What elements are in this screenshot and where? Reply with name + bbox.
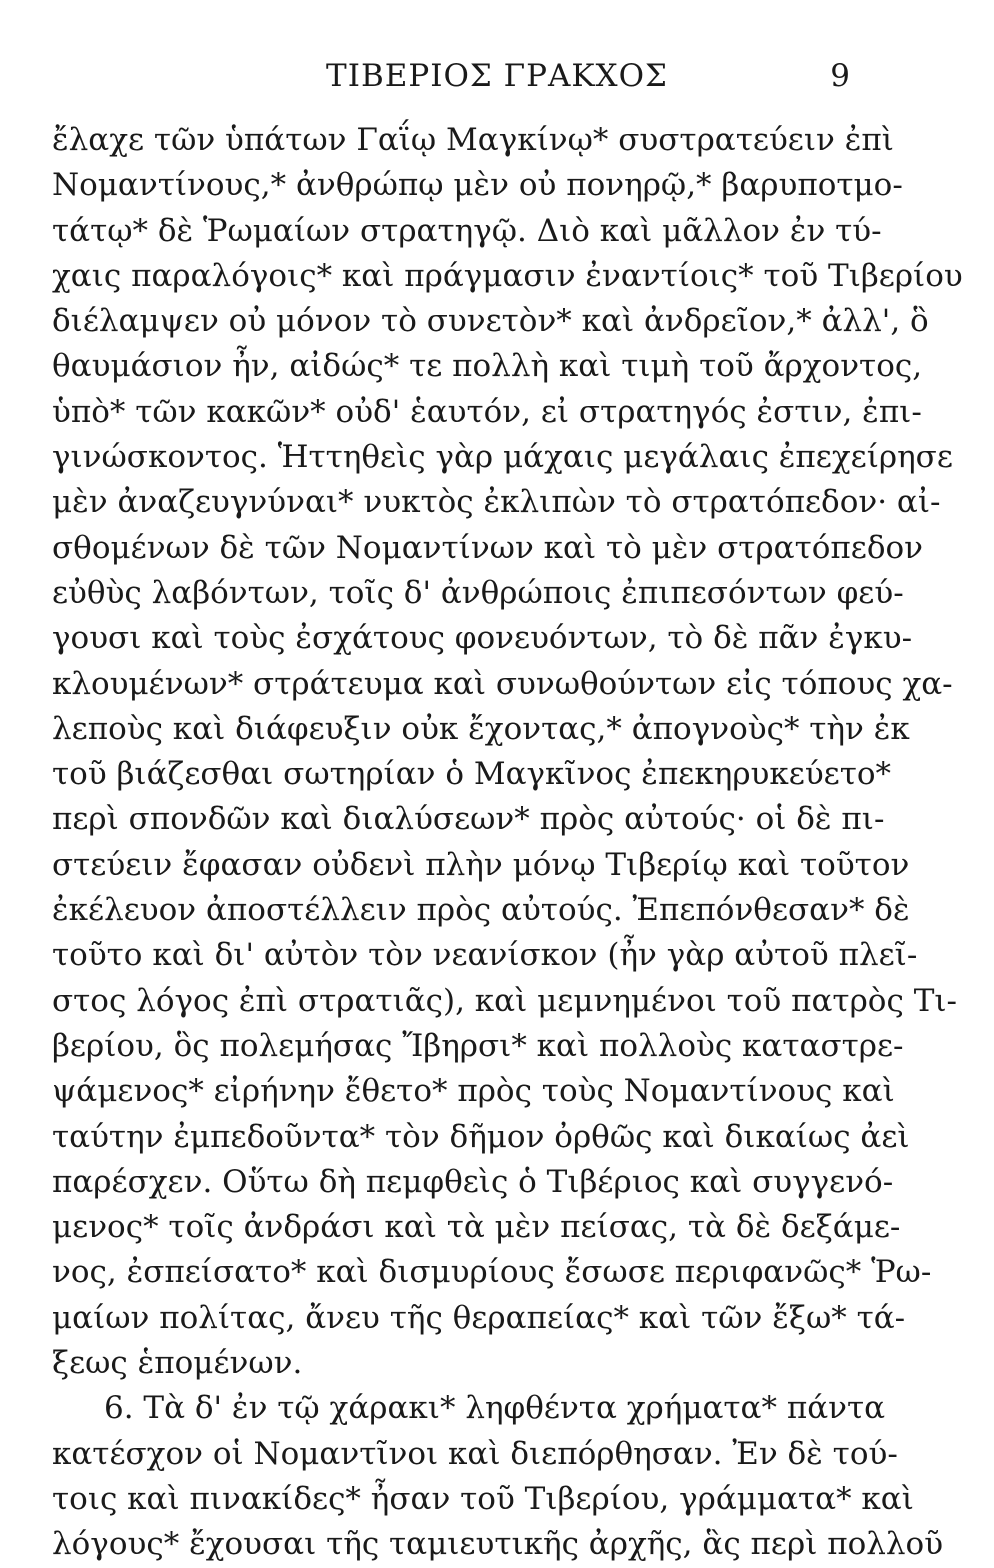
running-title: ΤΙΒΕΡΙΟΣ ΓΡΑΚΧΟΣ (326, 58, 668, 94)
text-line: εὐθὺς λαβόντων, τοῖς δ' ἀνθρώποις ἐπιπεσόντων φεύ- (52, 574, 904, 611)
text-line: τάτῳ* δὲ Ῥωμαίων στρατηγῷ. Διὸ καὶ μᾶλλον ἐν τύ- (52, 212, 882, 249)
running-head (0, 52, 994, 96)
text-line: στεύειν ἔφασαν οὐδενὶ πλὴν μόνῳ Τιβερίῳ καὶ τοῦτον (52, 846, 910, 883)
text-line: λόγους* ἔχουσαι τῆς ταμιευτικῆς ἀρχῆς, ἃς περὶ πολλοῦ (52, 1526, 944, 1563)
text-line: τοῦτο καὶ δι' αὐτὸν τὸν νεανίσκον (ἦν γὰρ αὐτοῦ πλεῖ- (52, 937, 918, 974)
text-line: ὑπὸ* τῶν κακῶν* οὐδ' ἑαυτόν, εἰ στρατηγός ἐστιν, ἐπι- (52, 393, 922, 430)
text-line: γινώσκοντος. Ἡττηθεὶς γὰρ μάχαις μεγάλαις ἐπεχείρησε (52, 439, 953, 476)
text-line: θαυμάσιον ἦν, αἰδώς* τε πολλὴ καὶ τιμὴ τοῦ ἄρχοντος, (52, 348, 923, 385)
text-line: νος, ἐσπείσατο* καὶ δισμυρίους ἔσωσε περιφανῶς* Ῥω- (52, 1254, 932, 1291)
text-line: χαις παραλόγοις* καὶ πράγμασιν ἐναντίοις* τοῦ Τιβερίου (52, 257, 963, 294)
text-line: μενος* τοῖς ἀνδράσι καὶ τὰ μὲν πείσας, τὰ δὲ δεξάμε- (52, 1209, 901, 1246)
text-line: μὲν ἀναζευγνύναι* νυκτὸς ἐκλιπὼν τὸ στρατόπεδον· αἰ- (52, 484, 941, 521)
text-line: στος λόγος ἐπὶ στρατιᾶς), καὶ μεμνημένοι τοῦ πατρὸς Τι- (52, 982, 957, 1019)
text-line: ἐκέλευον ἀποστέλλειν πρὸς αὐτούς. Ἐπεπόνθεσαν* δὲ (52, 892, 910, 929)
body-text (52, 118, 963, 1568)
text-line: τοῦ βιάζεσθαι σωτηρίαν ὁ Μαγκῖνος ἐπεκηρυκεύετο* (52, 756, 892, 793)
text-line: ψάμενος* εἰρήνην ἔθετο* πρὸς τοὺς Νομαντίνους καὶ (52, 1073, 895, 1110)
text-line: περὶ σπονδῶν καὶ διαλύσεων* πρὸς αὐτούς· οἱ δὲ πι- (52, 801, 885, 838)
text-line: διέλαμψεν οὐ μόνον τὸ συνετὸν* καὶ ἀνδρεῖον,* ἀλλ', ὃ (52, 303, 929, 340)
text-line: τοις καὶ πινακίδες* ἦσαν τοῦ Τιβερίου, γράμματα* καὶ (52, 1480, 914, 1517)
text-line: ξεως ἑπομένων. (52, 1345, 303, 1382)
page-number: 9 (830, 58, 850, 94)
text-line: κλουμένων* στράτευμα καὶ συνωθούντων εἰς τόπους χα- (52, 665, 953, 702)
text-line: σθομένων δὲ τῶν Νομαντίνων καὶ τὸ μὲν στρατόπεδον (52, 529, 923, 566)
text-line: γουσι καὶ τοὺς ἐσχάτους φονευόντων, τὸ δὲ πᾶν ἐγκυ- (52, 620, 913, 657)
text-line: ἔλαχε τῶν ὑπάτων Γαΐῳ Μαγκίνῳ* συστρατεύειν ἐπὶ (52, 122, 894, 158)
text-line: Νομαντίνους,* ἀνθρώπῳ μὲν οὐ πονηρῷ,* βαρυποτμο- (52, 167, 903, 204)
text-line: κατέσχον οἱ Νομαντῖνοι καὶ διεπόρθησαν. Ἐν δὲ τού- (52, 1435, 898, 1472)
text-line: λεποὺς καὶ διάφευξιν οὐκ ἔχοντας,* ἀπογνοὺς* τὴν ἐκ (52, 710, 910, 747)
text-line: ταύτην ἐμπεδοῦντα* τὸν δῆμον ὀρθῶς καὶ δικαίως ἀεὶ (52, 1118, 910, 1155)
text-line: παρέσχεν. Οὕτω δὴ πεμφθεὶς ὁ Τιβέριος καὶ συγγενό- (52, 1163, 894, 1200)
text-line: βερίου, ὃς πολεμήσας Ἴβηρσι* καὶ πολλοὺς καταστρε- (52, 1027, 904, 1064)
text-line: μαίων πολίτας, ἄνευ τῆς θεραπείας* καὶ τῶν ἔξω* τά- (52, 1299, 906, 1336)
text-line-section-start: 6. Τὰ δ' ἐν τῷ χάρακι* ληφθέντα χρήματα* πάντα (104, 1390, 886, 1427)
